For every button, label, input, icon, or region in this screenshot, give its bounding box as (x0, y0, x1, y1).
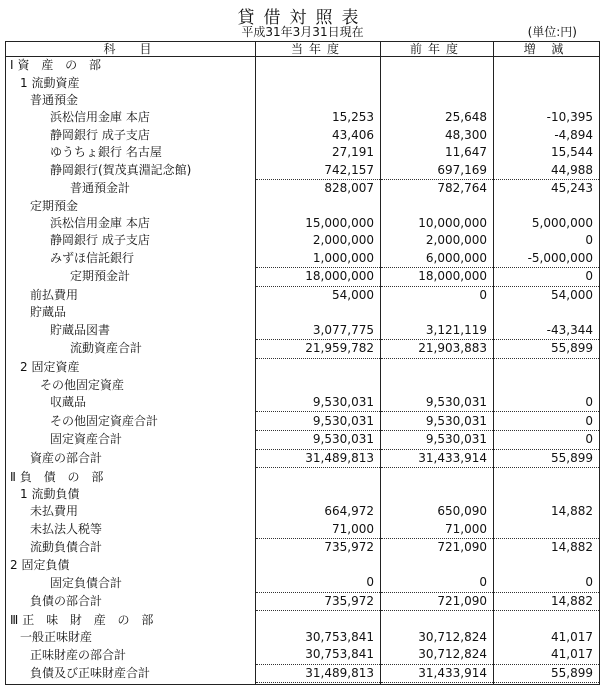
current-year-value (256, 376, 381, 393)
row-label: 固定資産合計 (6, 430, 256, 449)
current-year-value: 31,489,813 (256, 664, 381, 683)
current-year-value: 30,753,841 (256, 629, 381, 646)
current-year-value: 742,157 (256, 161, 381, 179)
previous-year-value (381, 304, 494, 321)
previous-year-value: 3,121,119 (381, 322, 494, 340)
row-label: 静岡銀行 成子支店 (6, 232, 256, 249)
row-label: 定期預金 (6, 197, 256, 214)
row-label: 正味財産の部合計 (6, 646, 256, 664)
change-value (494, 683, 600, 685)
previous-year-value: 30,712,824 (381, 629, 494, 646)
row-label: 流動資産合計 (6, 340, 256, 359)
row-label: みずほ信託銀行 (6, 249, 256, 267)
previous-year-value: 0 (381, 286, 494, 304)
change-value: 55,899 (494, 664, 600, 683)
previous-year-value: 30,712,824 (381, 646, 494, 664)
previous-year-value: 48,300 (381, 127, 494, 144)
table-row (6, 249, 600, 267)
previous-year-value: 18,000,000 (381, 268, 494, 287)
current-year-value (256, 683, 381, 685)
previous-year-value (381, 611, 494, 628)
row-label (6, 683, 256, 685)
row-label: 負債の部合計 (6, 592, 256, 611)
table-row (6, 75, 600, 92)
row-label: 未払費用 (6, 503, 256, 520)
balance-sheet-table (5, 41, 600, 685)
row-label: Ⅰ資 産 の 部 (6, 57, 256, 75)
table-row (6, 127, 600, 144)
change-value (494, 75, 600, 92)
current-year-value: 3,077,775 (256, 322, 381, 340)
row-label: 普通預金 (6, 92, 256, 109)
previous-year-value: 782,764 (381, 179, 494, 197)
table-row (6, 539, 600, 557)
current-year-value: 54,000 (256, 286, 381, 304)
row-label: 貯蔵品図書 (6, 322, 256, 340)
change-value (494, 521, 600, 539)
table-row (6, 179, 600, 197)
table-row (6, 521, 600, 539)
previous-year-value: 10,000,000 (381, 215, 494, 232)
table-row (6, 57, 600, 75)
change-value: 14,882 (494, 592, 600, 611)
row-label: 固定負債合計 (6, 574, 256, 592)
change-value (494, 304, 600, 321)
previous-year-value (381, 197, 494, 214)
table-row (6, 286, 600, 304)
previous-year-value: 721,090 (381, 539, 494, 557)
row-label: 未払法人税等 (6, 521, 256, 539)
change-value: -5,000,000 (494, 249, 600, 267)
table-row (6, 557, 600, 574)
row-label: Ⅱ負 債 の 部 (6, 469, 256, 486)
change-value (494, 376, 600, 393)
row-label: 静岡銀行 成子支店 (6, 127, 256, 144)
row-label: Ⅲ正 味 財 産 の 部 (6, 611, 256, 628)
table-row (6, 592, 600, 611)
current-year-value: 71,000 (256, 521, 381, 539)
change-value: 41,017 (494, 629, 600, 646)
change-value: -4,894 (494, 127, 600, 144)
change-value: 15,544 (494, 144, 600, 161)
row-label: その他固定資産合計 (6, 412, 256, 431)
table-row (6, 469, 600, 486)
row-label: 前払費用 (6, 286, 256, 304)
previous-year-value: 697,169 (381, 161, 494, 179)
header-row (6, 42, 600, 57)
current-year-value (256, 557, 381, 574)
row-label: 貯蔵品 (6, 304, 256, 321)
current-year-value (256, 359, 381, 376)
change-value: 0 (494, 232, 600, 249)
change-value: 0 (494, 268, 600, 287)
current-year-value: 664,972 (256, 503, 381, 520)
change-value: 41,017 (494, 646, 600, 664)
table-row (6, 394, 600, 412)
current-year-value: 27,191 (256, 144, 381, 161)
row-label: その他固定資産 (6, 376, 256, 393)
table-body (6, 57, 600, 685)
previous-year-value (381, 376, 494, 393)
change-value (494, 486, 600, 503)
current-year-value: 9,530,031 (256, 394, 381, 412)
current-year-value: 15,000,000 (256, 215, 381, 232)
current-year-value: 828,007 (256, 179, 381, 197)
header-account: 科 目 (6, 42, 256, 57)
current-year-value: 9,530,031 (256, 412, 381, 431)
current-year-value (256, 469, 381, 486)
table-row (6, 574, 600, 592)
change-value: 0 (494, 574, 600, 592)
current-year-value: 43,406 (256, 127, 381, 144)
as-of-date: 平成31年3月31日現在 (241, 25, 364, 39)
previous-year-value: 650,090 (381, 503, 494, 520)
current-year-value: 31,489,813 (256, 449, 381, 468)
row-label: ゆうちょ銀行 名古屋 (6, 144, 256, 161)
previous-year-value: 31,433,914 (381, 664, 494, 683)
row-label: 普通預金計 (6, 179, 256, 197)
current-year-value: 15,253 (256, 109, 381, 126)
table-row (6, 449, 600, 468)
previous-year-value (381, 683, 494, 685)
change-value (494, 469, 600, 486)
previous-year-value (381, 75, 494, 92)
current-year-value (256, 611, 381, 628)
change-value: 55,899 (494, 449, 600, 468)
change-value (494, 557, 600, 574)
row-label: 2 固定負債 (6, 557, 256, 574)
document-title: 貸借対照表 (237, 8, 368, 28)
change-value: 5,000,000 (494, 215, 600, 232)
current-year-value (256, 304, 381, 321)
previous-year-value: 2,000,000 (381, 232, 494, 249)
table-row (6, 430, 600, 449)
table-row (6, 268, 600, 287)
table-row (6, 144, 600, 161)
row-label: 流動負債合計 (6, 539, 256, 557)
change-value (494, 197, 600, 214)
table-row (6, 629, 600, 646)
current-year-value: 0 (256, 574, 381, 592)
row-label: 1 流動資産 (6, 75, 256, 92)
previous-year-value: 11,647 (381, 144, 494, 161)
change-value: 54,000 (494, 286, 600, 304)
header-current-year: 当年度 (256, 42, 381, 57)
change-value: 45,243 (494, 179, 600, 197)
previous-year-value: 721,090 (381, 592, 494, 611)
change-value (494, 359, 600, 376)
previous-year-value: 6,000,000 (381, 249, 494, 267)
previous-year-value (381, 486, 494, 503)
current-year-value: 18,000,000 (256, 268, 381, 287)
row-label: 1 流動負債 (6, 486, 256, 503)
previous-year-value (381, 359, 494, 376)
previous-year-value: 9,530,031 (381, 412, 494, 431)
previous-year-value (381, 469, 494, 486)
previous-year-value: 71,000 (381, 521, 494, 539)
table-row (6, 664, 600, 683)
previous-year-value: 31,433,914 (381, 449, 494, 468)
previous-year-value: 0 (381, 574, 494, 592)
change-value: -10,395 (494, 109, 600, 126)
table-row (6, 359, 600, 376)
current-year-value: 735,972 (256, 539, 381, 557)
change-value: 14,882 (494, 503, 600, 520)
current-year-value: 21,959,782 (256, 340, 381, 359)
table-row (6, 161, 600, 179)
change-value: 14,882 (494, 539, 600, 557)
current-year-value (256, 57, 381, 75)
row-label: 浜松信用金庫 本店 (6, 215, 256, 232)
change-value: -43,344 (494, 322, 600, 340)
previous-year-value: 21,903,883 (381, 340, 494, 359)
table-row (6, 92, 600, 109)
row-label: 静岡銀行(賀茂真淵記念館) (6, 161, 256, 179)
table-row (6, 340, 600, 359)
table-row (6, 304, 600, 321)
row-label: 2 固定資産 (6, 359, 256, 376)
row-label: 収蔵品 (6, 394, 256, 412)
row-label: 定期預金計 (6, 268, 256, 287)
table-row (6, 486, 600, 503)
unit-label: (単位:円) (527, 25, 577, 39)
row-label: 浜松信用金庫 本店 (6, 109, 256, 126)
current-year-value (256, 486, 381, 503)
current-year-value (256, 75, 381, 92)
current-year-value (256, 197, 381, 214)
table-row (6, 646, 600, 664)
previous-year-value: 25,648 (381, 109, 494, 126)
table-row (6, 197, 600, 214)
change-value (494, 57, 600, 75)
table-row (6, 683, 600, 685)
row-label: 一般正味財産 (6, 629, 256, 646)
current-year-value: 1,000,000 (256, 249, 381, 267)
table-row (6, 412, 600, 431)
header-change: 増 減 (494, 42, 600, 57)
previous-year-value (381, 57, 494, 75)
table-row (6, 503, 600, 520)
current-year-value: 30,753,841 (256, 646, 381, 664)
current-year-value: 2,000,000 (256, 232, 381, 249)
change-value: 44,988 (494, 161, 600, 179)
current-year-value: 9,530,031 (256, 430, 381, 449)
previous-year-value (381, 557, 494, 574)
current-year-value (256, 92, 381, 109)
table-row (6, 322, 600, 340)
table-row (6, 376, 600, 393)
change-value: 55,899 (494, 340, 600, 359)
previous-year-value (381, 92, 494, 109)
table-row (6, 215, 600, 232)
previous-year-value: 9,530,031 (381, 394, 494, 412)
header-previous-year: 前年度 (381, 42, 494, 57)
row-label: 資産の部合計 (6, 449, 256, 468)
current-year-value: 735,972 (256, 592, 381, 611)
previous-year-value: 9,530,031 (381, 430, 494, 449)
change-value: 0 (494, 430, 600, 449)
table-row (6, 109, 600, 126)
change-value: 0 (494, 412, 600, 431)
change-value (494, 611, 600, 628)
change-value: 0 (494, 394, 600, 412)
row-label: 負債及び正味財産合計 (6, 664, 256, 683)
table-row (6, 232, 600, 249)
table-row (6, 611, 600, 628)
change-value (494, 92, 600, 109)
